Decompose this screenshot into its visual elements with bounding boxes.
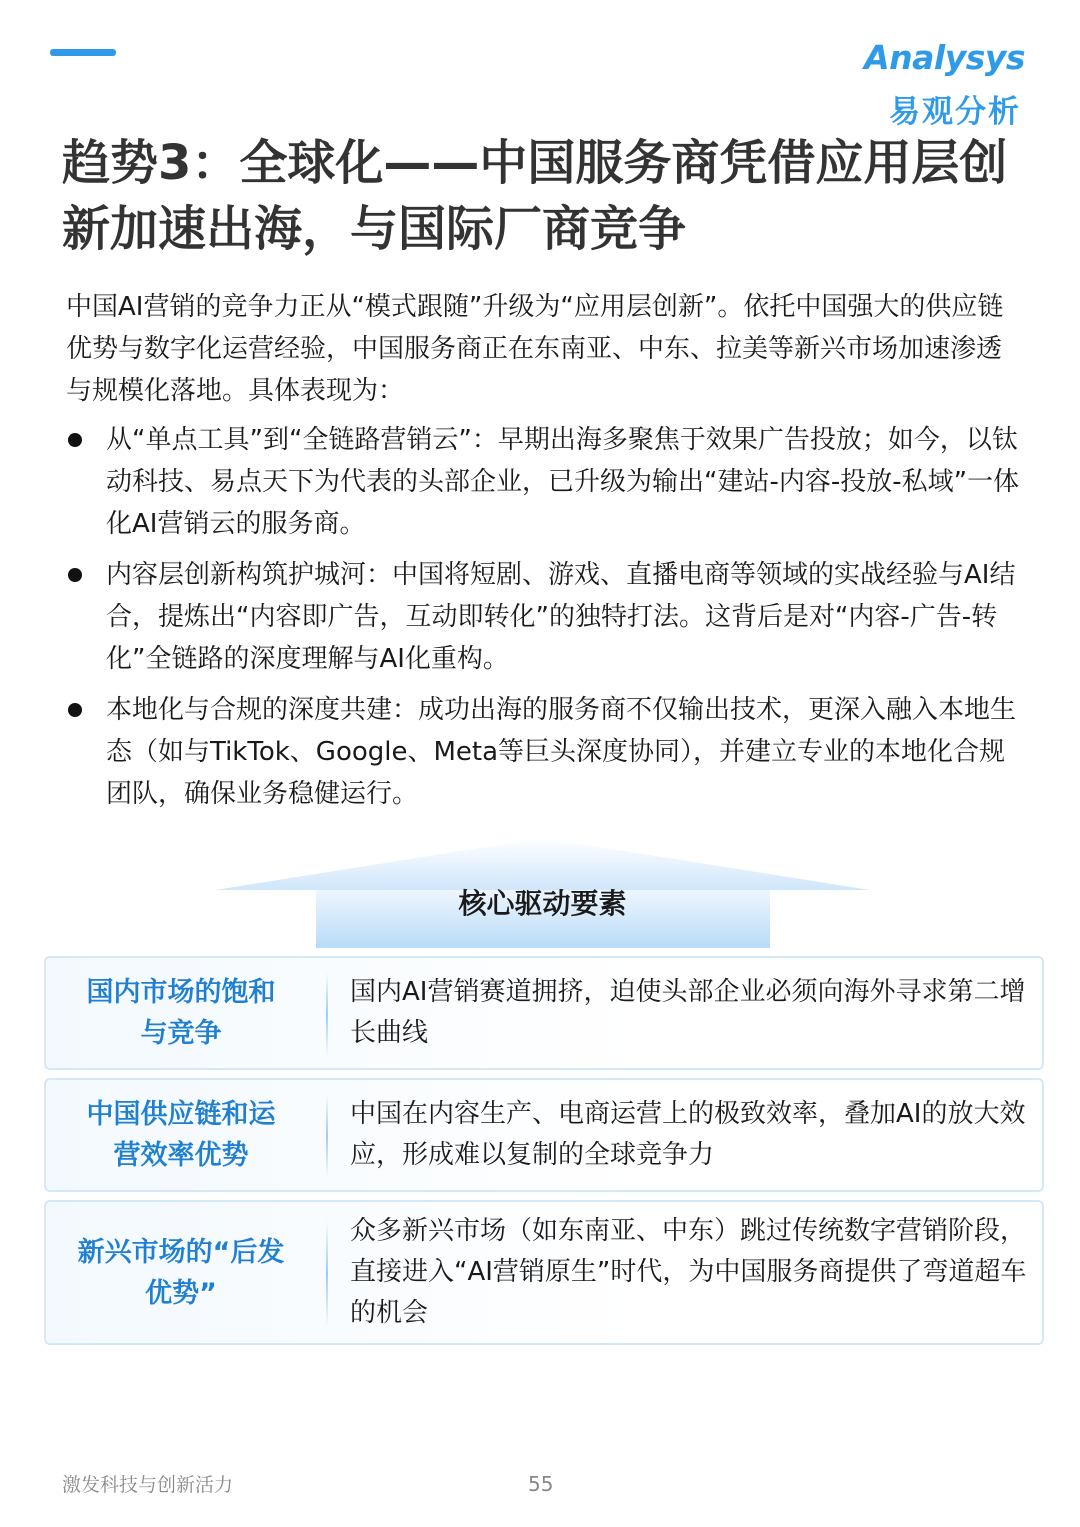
driver-card [44, 1200, 1044, 1345]
analysys-logo [850, 38, 1025, 128]
driver-card [44, 956, 1044, 1070]
page-title: 趋势3：全球化——中国服务商凭借应用层创新加速出海，与国际厂商竞争 [62, 135, 1008, 257]
page-number: 55 [528, 1472, 554, 1496]
logo-wordmark-zh: 易观分析 [889, 94, 1021, 130]
bullet-text: 本地化与合规的深度共建：成功出海的服务商不仅输出技术，更深入融入本地生态（如与TikTok、Google、Meta等巨头深度协同），并建立专业的本地化合规团队，确保业务稳健运行。 [106, 695, 1017, 809]
driver-text: 中国在内容生产、电商运营上的极致效率，叠加AI的放大效应，形成难以复制的全球竞争力 [350, 1099, 1026, 1170]
card-divider [326, 1094, 328, 1178]
driver-label: 国内市场的饱和与竞争 [86, 977, 276, 1049]
top-accent-bar [50, 49, 116, 56]
bullet-item [66, 554, 1026, 680]
driver-label: 新兴市场的“后发优势” [77, 1236, 285, 1309]
logo-wordmark-en: Analysys [864, 38, 1025, 77]
bullet-item [66, 689, 1026, 815]
card-divider [326, 1220, 328, 1328]
bullet-dot-icon [68, 433, 82, 447]
bullet-dot-icon [68, 568, 82, 582]
driver-text: 国内AI营销赛道拥挤，迫使头部企业必须向海外寻求第二增长曲线 [350, 977, 1026, 1048]
bullet-text: 从“单点工具”到“全链路营销云”：早期出海多聚焦于效果广告投放；如今，以钛动科技、易点天下为代表的头部企业，已升级为输出“建站-内容-投放-私域”一体化AI营销云的服务商。 [106, 425, 1020, 539]
bullet-dot-icon [68, 703, 82, 717]
bullet-list [66, 419, 1026, 824]
driver-text: 众多新兴市场（如东南亚、中东）跳过传统数字营销阶段，直接进入“AI营销原生”时代，为中国服务商提供了弯道超车的机会 [350, 1216, 1027, 1328]
driver-label: 中国供应链和运营效率优势 [86, 1099, 276, 1171]
bullet-item [66, 419, 1026, 545]
intro-paragraph: 中国AI营销的竞争力正从“模式跟随”升级为“应用层创新”。依托中国强大的供应链优势与数字化运营经验，中国服务商正在东南亚、中东、拉美等新兴市场加速渗透与规模化落地。具体表现为： [66, 292, 1004, 406]
core-drivers-heading: 核心驱动要素 [458, 887, 627, 920]
driver-card [44, 1078, 1044, 1192]
footer-section-title: 激发科技与创新活力 [62, 1474, 234, 1496]
bullet-text: 内容层创新构筑护城河：中国将短剧、游戏、直播电商等领域的实战经验与AI结合，提炼出“内容即广告，互动即转化”的独特打法。这背后是对“内容-广告-转化”全链路的深度理解与AI化重构。 [106, 560, 1016, 674]
core-drivers-header [215, 838, 870, 948]
card-divider [326, 972, 328, 1056]
